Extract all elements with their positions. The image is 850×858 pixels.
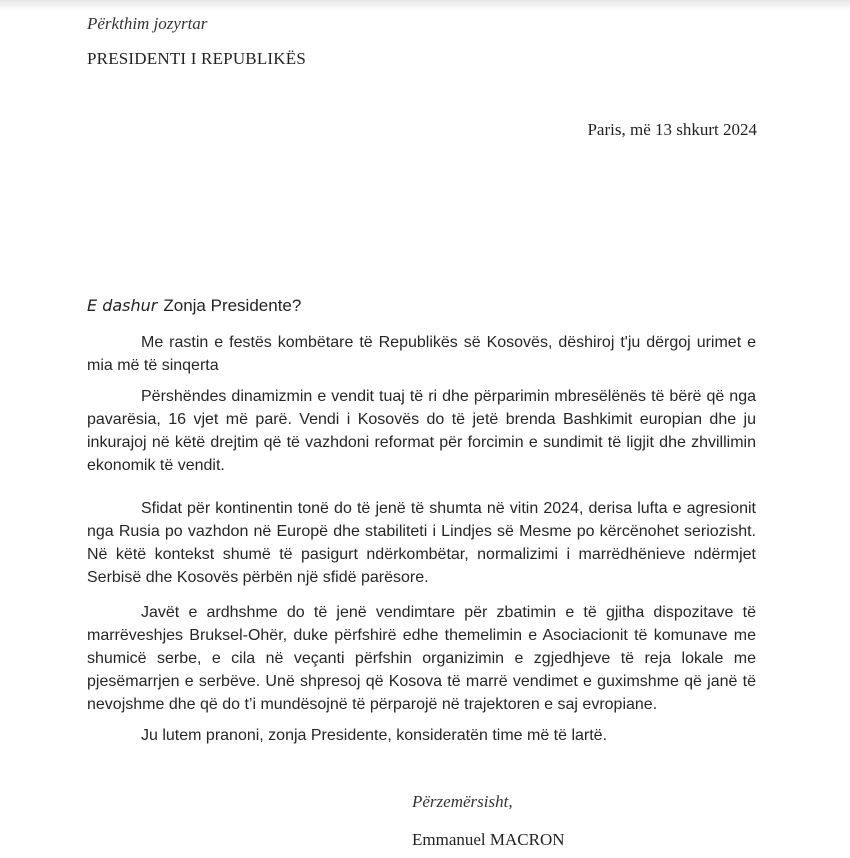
salutation-handwritten: E dashur (87, 296, 158, 315)
body-paragraph-2: Përshëndes dinamizmin e vendit tuaj të ri dhe përparimin mbresëlënës të bërë që nga pavarësia, 16 vjet më parë. Vendi i Kosovës do të jetë brenda Bashkimit europian dhe ju inkurajoj në këtë drejtim që të vazhdoni reformat për forcimin e sundimit të ligjit dhe zhvillimin ekonomik të vendit. (87, 388, 756, 474)
top-edge-shadow (0, 0, 850, 10)
body-paragraph-4: Javët e ardhshme do të jenë vendimtare për zbatimin e të gjitha dispozitave të marrëveshjes Bruksel-Ohër, duke përfshirë edhe themelimin e Asociacionit të komunave me shumicë serbe, e cila në veçanti përfshin organizimin e zgjedhjeve të reja lokale me pjesëmarrjen e serbëve. Unë shpresoj që Kosova të marrë vendimet e guximshme që janë të nevojshme dhe që do t’i mundësojnë të përparojë në trajektoren e saj evropiane. (87, 604, 756, 713)
translation-note: Përkthim jozyrtar (87, 14, 208, 33)
salutation (87, 296, 301, 316)
body-paragraph-3: Sfidat për kontinentin tonë do të jenë të shumta në vitin 2024, derisa lufta e agresionit nga Rusia po vazhdon në Europë dhe stabiliteti i Lindjes së Mesme po kërcënohet seriozisht. Në këtë kontekst shumë të pasigurt ndërkombëtar, normalizimi i marrëdhënieve ndërmjet Serbisë dhe Kosovës përbën një sfidë parësore. (87, 500, 756, 586)
signer-name: Emmanuel MACRON (412, 830, 565, 849)
body-paragraph-1: Me rastin e festës kombëtare të Republikës së Kosovës, dëshiroj t'ju dërgoj urimet e mia më të sinqerta (87, 334, 756, 374)
closing-handwritten: Përzemërsisht, (412, 792, 513, 811)
place-date: Paris, më 13 shkurt 2024 (587, 120, 757, 139)
letterhead-title: PRESIDENTI I REPUBLIKËS (87, 49, 306, 68)
salutation-text: Zonja Presidente? (163, 296, 302, 315)
body-paragraph-5: Ju lutem pranoni, zonja Presidente, konsideratën time më të lartë. (141, 727, 608, 744)
